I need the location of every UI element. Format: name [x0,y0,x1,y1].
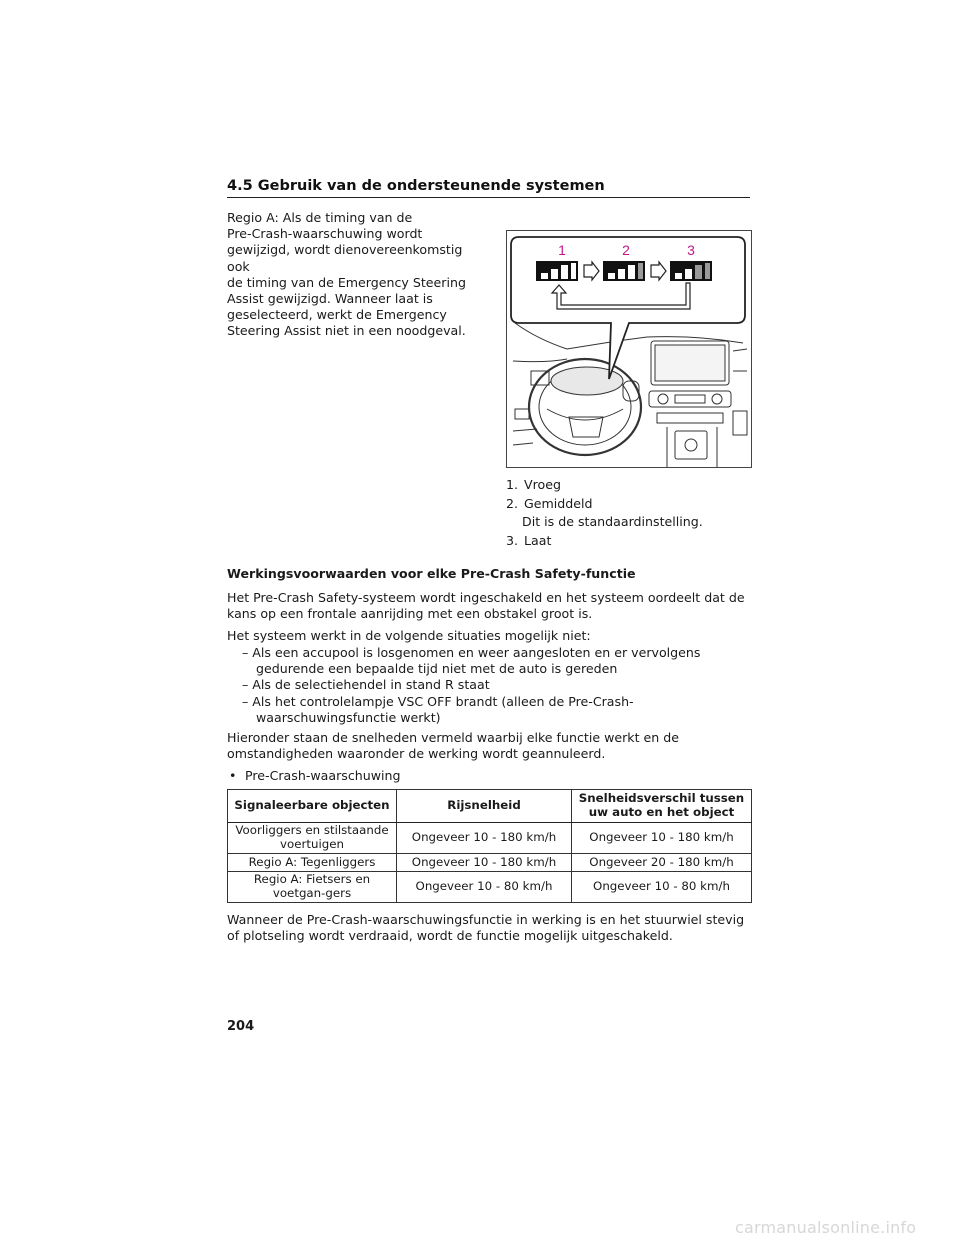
table-row [228,823,752,854]
intro-line: de timing van de Emergency Steering [227,274,466,290]
dashboard-drawing [507,231,751,467]
page-number: 204 [227,1019,255,1034]
list-item [506,477,750,492]
setting-label-3: 3 [687,242,695,258]
setting-label-1: 1 [558,242,566,258]
dashboard-illustration [506,230,752,468]
cockpit-linework [513,323,747,467]
exception-list [242,645,750,726]
table-row [228,872,752,903]
item-number: 2. [506,496,519,511]
item-number: 1. [506,477,519,492]
list-item [506,533,750,548]
indicator-late-icon [670,261,712,281]
setting-label-2: 2 [622,242,630,258]
table-cell: Ongeveer 10 - 180 km/h [572,823,752,854]
timing-settings-list [506,477,750,552]
conditions-heading: Werkingsvoorwaarden voor elke Pre-Crash Safety-functie [227,566,636,581]
paragraph: Hieronder staan de snelheden vermeld waarbij elke functie werkt en de omstandigheden waaronder de werking wordt geannuleerd. [227,730,680,762]
list-item: – Als het controlelampje VSC OFF brandt (alleen de Pre-Crash-waarschuwingsfunctie werkt) [242,693,634,725]
bullet-item [227,768,401,783]
watermark-text: carmanualsonline.info [735,1218,917,1237]
table-header: Signaleerbare objecten [228,790,397,823]
list-item: – Als de selectiehendel in stand R staat [242,677,490,693]
intro-line: Steering Assist niet in een noodgeval. [227,323,466,339]
table-header-row [228,790,752,823]
indicator-medium-icon [603,261,645,281]
speed-table [227,789,752,903]
intro-line: Pre-Crash-waarschuwing wordt [227,226,423,242]
table-cell: Regio A: Fietsers en voetgan-gers [228,872,397,903]
bullet-label: Pre-Crash-waarschuwing [245,768,401,783]
paragraph: Het systeem werkt in de volgende situaties mogelijk niet: [227,628,591,643]
table-cell: Regio A: Tegenliggers [228,854,397,872]
table-header: Snelheidsverschil tussen uw auto en het object [572,790,752,823]
item-number: 3. [506,533,519,548]
table-row [228,854,752,872]
intro-line: gewijzigd, wordt dienovereenkomstig ook [227,242,463,274]
bullet-dot: • [229,768,237,783]
table-cell: Ongeveer 10 - 180 km/h [397,854,572,872]
intro-line: geselecteerd, werkt de Emergency [227,307,447,323]
intro-line: Assist gewijzigd. Wanneer laat is [227,291,433,307]
item-label: Laat [524,533,552,548]
paragraph: Het Pre-Crash Safety-systeem wordt ingeschakeld en het systeem oordeelt dat de kans op een frontale aanrijding met een obstakel groot is. [227,590,745,622]
list-item [506,496,750,529]
item-note: Dit is de standaardinstelling. [522,514,703,529]
intro-line: Regio A: Als de timing van de [227,210,413,225]
list-item: – Als een accupool is losgenomen en weer aangesloten en er vervolgens gedurende een bepaalde tijd niet met de auto is gereden [242,645,701,677]
indicator-early-icon [536,261,578,281]
table-header: Rijsnelheid [397,790,572,823]
closing-paragraph: Wanneer de Pre-Crash-waarschuwingsfunctie in werking is en het stuurwiel stevig of plotseling wordt verdraaid, wordt de functie mogelijk uitgeschakeld. [227,912,745,944]
item-label: Gemiddeld [524,496,593,511]
intro-paragraph [227,210,489,340]
table-cell: Ongeveer 20 - 180 km/h [572,854,752,872]
table-cell: Ongeveer 10 - 180 km/h [397,823,572,854]
table-cell: Ongeveer 10 - 80 km/h [572,872,752,903]
table-cell: Voorliggers en stilstaande voertuigen [228,823,397,854]
section-title: 4.5 Gebruik van de ondersteunende systemen [227,178,750,198]
item-label: Vroeg [524,477,561,492]
table-cell: Ongeveer 10 - 80 km/h [397,872,572,903]
